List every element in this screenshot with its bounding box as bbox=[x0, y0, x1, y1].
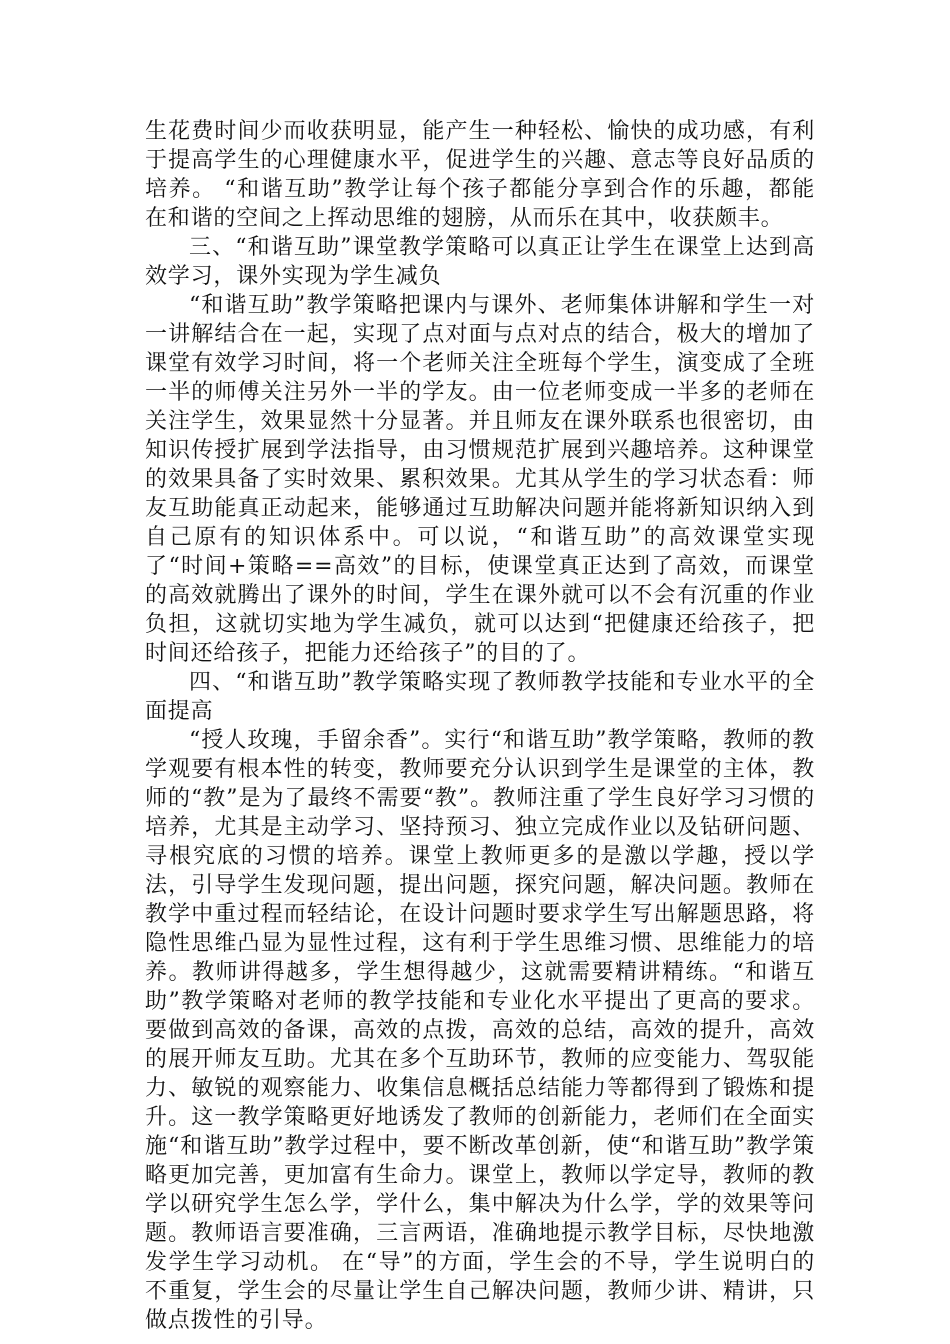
document-page bbox=[145, 117, 815, 1335]
paragraph-section-three-body: “和谐互助”教学策略把课内与课外、老师集体讲解和学生一对一讲解结合在一起，实现了点对面与点对点的结合，极大的增加了课堂有效学习时间，将一个老师关注全班每个学生，演变成了全班一半的师傅关注另外一半的学友。由一位老师变成一半多的老师在关注学生，效果显然十分显著。并且师友在课外联系也很密切，由知识传授扩展到学法指导，由习惯规范扩展到兴趣培养。这种课堂的效果具备了实时效果、累积效果。尤其从学生的学习状态看：师友互助能真正动起来，能够通过互助解决问题并能将新知识纳入到自己原有的知识体系中。可以说，“和谐互助”的高效课堂实现了“时间+策略==高效”的目标，使课堂真正达到了高效，而课堂的高效就腾出了课外的时间，学生在课外就可以不会有沉重的作业负担，这就切实地为学生减负，就可以达到“把健康还给孩子，把时间还给孩子，把能力还给孩子”的目的了。 bbox=[145, 293, 815, 666]
paragraph-continuation: 生花费时间少而收获明显，能产生一种轻松、愉快的成功感，有利于提高学生的心理健康水平，促进学生的兴趣、意志等良好品质的培养。 “和谐互助”教学让每个孩子都能分享到合作的乐趣，都能在和谐的空间之上挥动思维的翅膀，从而乐在其中，收获颇丰。 bbox=[145, 119, 815, 231]
paragraph-section-four-body: “授人玫瑰，手留余香”。实行“和谐互助”教学策略，教师的教学观要有根本性的转变，教师要充分认识到学生是课堂的主体，教师的“教”是为了最终不需要“教”。教师注重了学生良好学习习惯的培养，尤其是主动学习、坚持预习、独立完成作业以及钻研问题、寻根究底的习惯的培养。课堂上教师更多的是激以学趣，授以学法，引导学生发现问题，提出问题，探究问题，解决问题。教师在教学中重过程而轻结论，在设计问题时要求学生写出解题思路，将隐性思维凸显为显性过程，这有利于学生思维习惯、思维能力的培养。教师讲得越多，学生想得越少，这就需要精讲精练。“和谐互助”教学策略对老师的教学技能和专业化水平提出了更高的要求。要做到高效的备课，高效的点拨，高效的总结，高效的提升，高效的展开师友互助。尤其在多个互助环节，教师的应变能力、驾驭能力、敏锐的观察能力、收集信息概括总结能力等都得到了锻炼和提升。这一教学策略更好地诱发了教师的创新能力，老师们在全面实施“和谐互助”教学过程中，要不断改革创新，使“和谐互助”教学策略更加完善，更加富有生命力。课堂上，教师以学定导，教师的教学以研究学生怎么学，学什么，集中解决为什么学，学的效果等问题。教师语言要准确，三言两语，准确地提示教学目标，尽快地激发学生学习动机。 在“导”的方面，学生会的不导，学生说明白的不重复，学生会的尽量让学生自己解决问题，教师少讲、精讲，只做点拨性的引导。 bbox=[145, 728, 815, 1333]
section-heading-four: 四、“和谐互助”教学策略实现了教师教学技能和专业水平的全面提高 bbox=[145, 670, 815, 724]
section-heading-three: 三、“和谐互助”课堂教学策略可以真正让学生在课堂上达到高效学习，课外实现为学生减负 bbox=[145, 235, 815, 289]
